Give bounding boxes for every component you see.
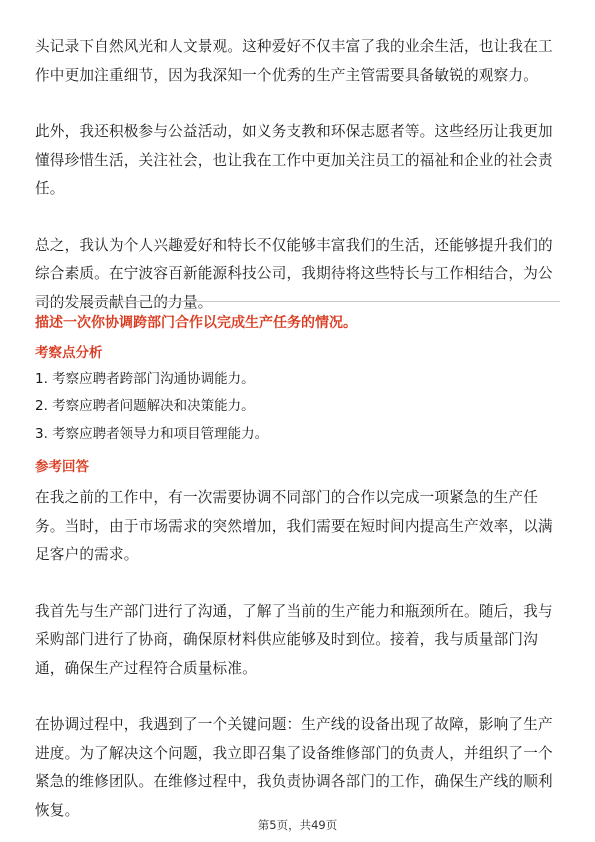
answer-paragraph: 在我之前的工作中，有一次需要协调不同部门的合作以完成一项紧急的生产任务。当时，由于市场需求的突然增加，我们需要在短时间内提高生产效率，以满足客户的需求。	[35, 489, 553, 563]
intro-section	[35, 33, 560, 317]
reference-heading: 参考回答	[35, 459, 89, 475]
question-title: 描述一次你协调跨部门合作以完成生产任务的情况。	[35, 315, 357, 331]
answer-paragraph: 在协调过程中，我遇到了一个关键问题：生产线的设备出现了故障，影响了生产进度。为了解决这个问题，我立即召集了设备维修部门的负责人，并组织了一个紧急的维修团队。在维修过程中，我负责协调各部门的工作，确保生产线的顺利恢复。	[35, 716, 553, 819]
intro-paragraph: 头记录下自然风光和人文景观。这种爱好不仅丰富了我的业余生活，也让我在工作中更加注重细节，因为我深知一个优秀的生产主管需要具备敏锐的观察力。	[35, 38, 553, 84]
analysis-point: 1. 考察应聘者跨部门沟通协调能力。	[35, 371, 255, 387]
page-number: 第5页，共49页	[257, 818, 338, 832]
intro-paragraph: 此外，我还积极参与公益活动，如义务支教和环保志愿者等。这些经历让我更加懂得珍惜生活，关注社会，也让我在工作中更加关注员工的福祉和企业的社会责任。	[35, 123, 553, 197]
analysis-point: 3. 考察应聘者领导力和项目管理能力。	[35, 426, 269, 442]
intro-paragraph: 总之，我认为个人兴趣爱好和特长不仅能够丰富我们的生活，还能够提升我们的综合素质。在宁波容百新能源科技公司，我期待将这些特长与工作相结合，为公司的发展贡献自己的力量。	[35, 236, 553, 311]
section-divider	[35, 301, 560, 302]
analysis-heading: 考察点分析	[35, 345, 103, 361]
reference-answer	[35, 484, 560, 825]
analysis-point: 2. 考察应聘者问题解决和决策能力。	[35, 398, 255, 414]
answer-paragraph: 我首先与生产部门进行了沟通，了解了当前的生产能力和瓶颈所在。随后，我与采购部门进行了协商，确保原材料供应能够及时到位。接着，我与质量部门沟通，确保生产过程符合质量标准。	[35, 602, 553, 677]
